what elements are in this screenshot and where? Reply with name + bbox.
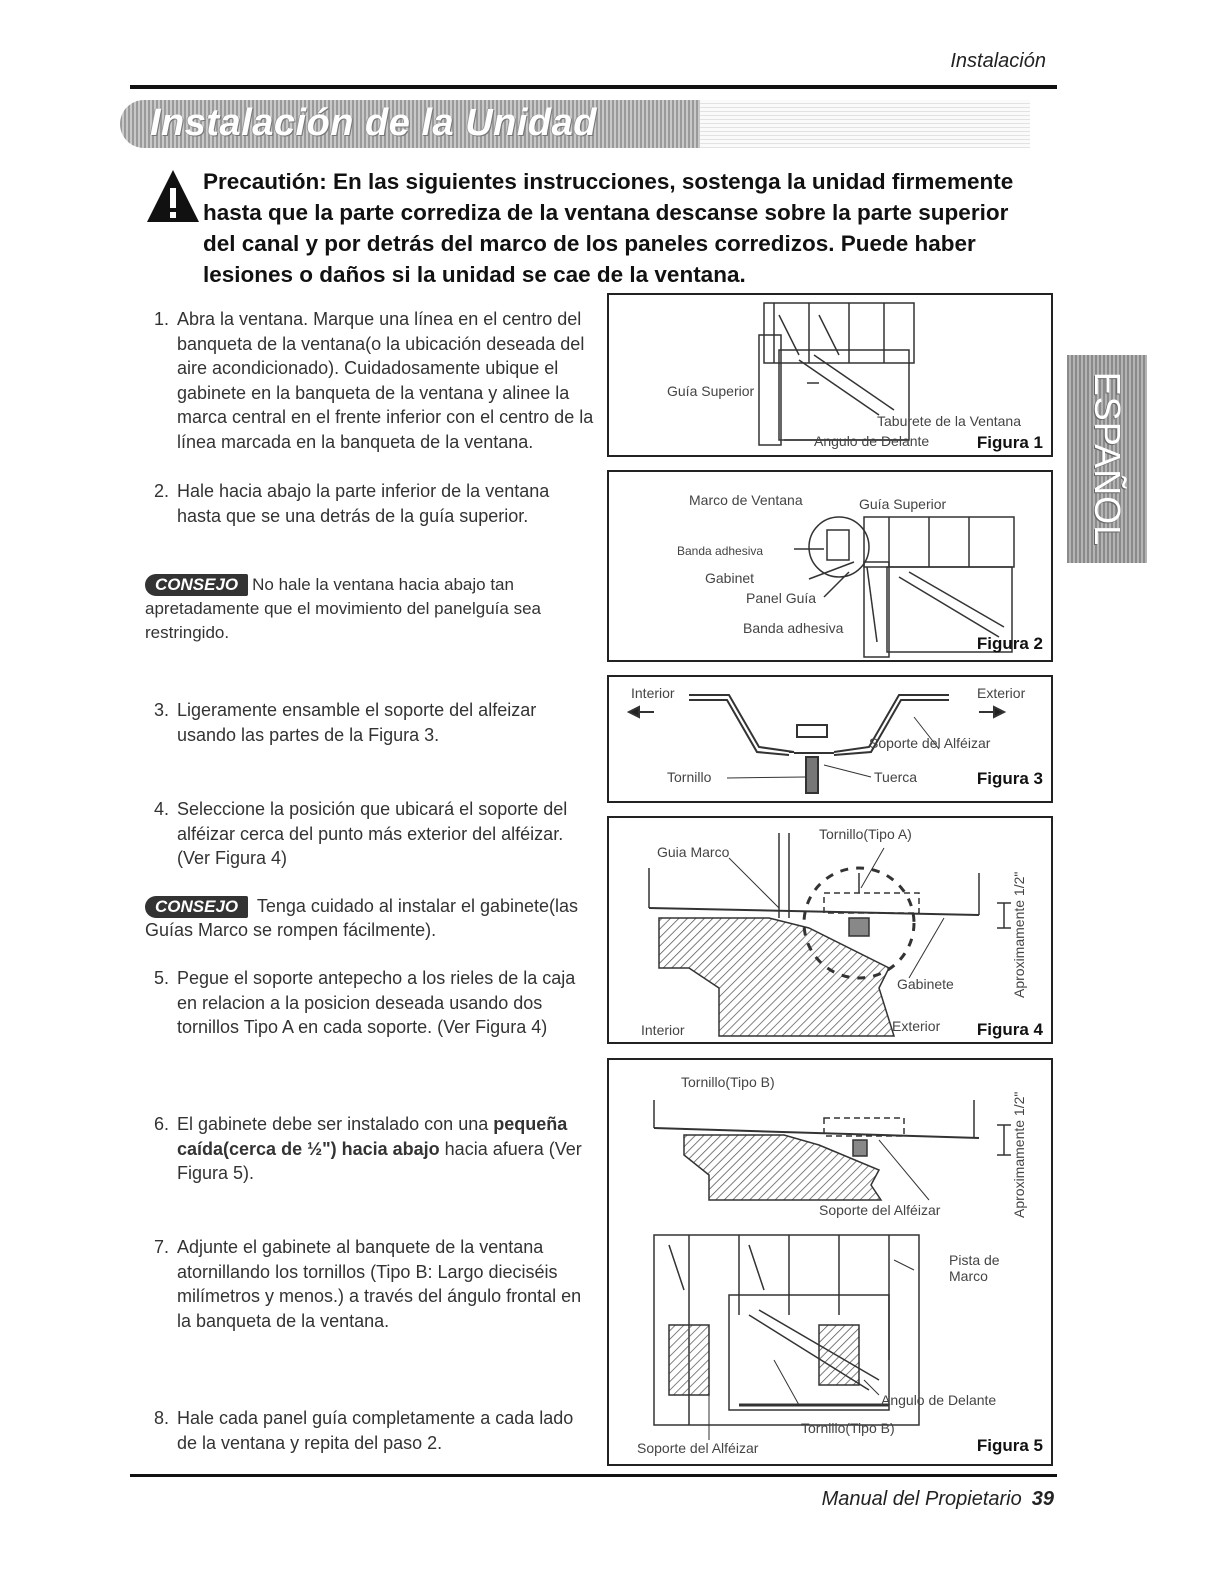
- language-tab-label-wrap: [1067, 355, 1147, 563]
- bottom-divider: [130, 1474, 1057, 1477]
- step-text: [177, 1112, 594, 1186]
- tip-1: [145, 573, 590, 645]
- tip-text: Tenga cuidado al instalar el gabinete(las Guías Marco se rompen fácilmente).: [145, 896, 579, 940]
- tip-text: No hale la ventana hacia abajo tan apretadamente que el movimiento del panelguía sea restringido.: [145, 575, 541, 642]
- step-text: Ligeramente ensamble el soporte del alfeizar usando las partes de la Figura 3.: [177, 700, 537, 745]
- fig2-label-top-guide: Guía Superior: [859, 496, 947, 512]
- page-footer: [822, 1488, 1054, 1511]
- fig2-label-adhesive-2: Banda adhesiva: [743, 620, 844, 636]
- fig5-caption: Figura 5: [976, 1436, 1043, 1455]
- tip-badge: CONSEJO: [145, 574, 248, 596]
- step-7: [154, 1235, 594, 1333]
- step-text: Hale hacia abajo la parte inferior de la ventana hasta que se una detrás de la guía superior.: [177, 481, 550, 526]
- step-number: 7.: [154, 1237, 170, 1257]
- language-tab-label: ESPAÑOL: [1087, 371, 1128, 547]
- fig5-label-front-angle: Angulo de Delante: [881, 1392, 997, 1408]
- step-number: 6.: [154, 1114, 170, 1134]
- figure-1: [607, 293, 1053, 457]
- fig3-label-exterior: Exterior: [977, 685, 1026, 701]
- step-text: Abra la ventana. Marque una línea en el centro del banqueta de la ventana(o la ubicación deseada del aire acondicionado). Cuidadosamente ubique el gabinete en la banqueta de la ventana y alinee la marca central en el frente inferior con el centro de la línea marcada en la banqueta de la ventana.: [177, 309, 594, 452]
- step-text-pre: El gabinete debe ser instalado con una: [177, 1114, 494, 1134]
- fig3-label-interior: Interior: [631, 685, 675, 701]
- fig3-caption: Figura 3: [976, 769, 1043, 788]
- step-number: 5.: [154, 968, 170, 988]
- step-5: [154, 966, 594, 1040]
- fig5-label-screw-b-top: Tornillo(Tipo B): [681, 1074, 775, 1090]
- step-number: 8.: [154, 1408, 170, 1428]
- step-text-bold: pequeña caída(cerca de ½") hacia abajo: [177, 1114, 568, 1159]
- fig1-label-front-angle: Angulo de Delante: [814, 433, 930, 449]
- fig2-caption: Figura 2: [976, 634, 1043, 653]
- step-3: [154, 698, 594, 747]
- step-text: Pegue el soporte antepecho a los rieles de la caja en relacion a la posicion deseada usando dos tornillos Tipo A en cada soporte. (Ver Figura 4): [177, 968, 576, 1037]
- fig4-caption: Figura 4: [976, 1020, 1043, 1039]
- fig4-label-screw-a: Tornillo(Tipo A): [819, 826, 912, 842]
- figure-4: [607, 816, 1053, 1044]
- fig5-label-frame-track: Pista de Marco: [949, 1252, 1000, 1284]
- page-number: 39: [1031, 1488, 1054, 1510]
- title-banner-fade: [700, 100, 1030, 148]
- step-4: [154, 797, 594, 871]
- step-text: Hale cada panel guía completamente a cada lado de la ventana y repita del paso 2.: [177, 1408, 574, 1453]
- step-1: [154, 307, 594, 454]
- step-text: Seleccione la posición que ubicará el soporte del alféizar cerca del punto más exterior del alféizar.(Ver Figura 4): [177, 799, 568, 868]
- top-divider: [130, 85, 1057, 89]
- step-2: [154, 479, 594, 528]
- step-number: 3.: [154, 700, 170, 720]
- warning-icon: [145, 168, 201, 224]
- caution-text: Precautión: En las siguientes instrucciones, sostenga la unidad firmemente hasta que la parte corrediza de la ventana descanse sobre la parte superior del canal y por detrás del marco de los paneles corredizos. Puede haber lesiones o daños si la unidad se cae de la ventana.: [203, 169, 1014, 287]
- fig3-label-sill-support: Soporte del Alféizar: [869, 735, 991, 751]
- fig4-label-frame-guide: Guia Marco: [657, 844, 730, 860]
- figure-2: [607, 470, 1053, 662]
- fig5-label-approx: Aproximamente 1/2": [1011, 1091, 1027, 1218]
- fig4-label-interior: Interior: [641, 1022, 685, 1038]
- fig4-label-cabinet: Gabinete: [897, 976, 954, 992]
- step-text-post: hacia afuera (Ver Figura 5).: [177, 1138, 582, 1183]
- step-number: 1.: [154, 309, 170, 329]
- figure-5: [607, 1058, 1053, 1466]
- tip-2: [145, 894, 590, 942]
- footer-manual-title: Manual del Propietario: [821, 1488, 1022, 1510]
- fig4-label-approx: Aproximamente 1/2": [1011, 871, 1027, 998]
- step-6: [154, 1112, 594, 1186]
- fig3-label-screw: Tornillo: [667, 769, 712, 785]
- fig3-label-nut: Tuerca: [874, 769, 918, 785]
- step-number: 2.: [154, 481, 170, 501]
- section-header: Instalación: [950, 50, 1046, 72]
- page-title: Instalación de la Unidad: [150, 102, 597, 144]
- fig2-label-adhesive-1: Banda adhesiva: [677, 544, 764, 558]
- fig5-label-sill-support-bottom: Soporte del Alféizar: [637, 1440, 759, 1456]
- fig4-label-exterior: Exterior: [892, 1018, 941, 1034]
- fig2-label-cabinet: Gabinet: [705, 570, 755, 586]
- fig1-label-top-guide: Guía Superior: [667, 383, 755, 399]
- step-8: [154, 1406, 594, 1455]
- fig5-label-sill-support-top: Soporte del Alféizar: [819, 1202, 941, 1218]
- step-number: 4.: [154, 799, 170, 819]
- step-text: Adjunte el gabinete al banquete de la ventana atornillando los tornillos (Tipo B: Largo dieciséis milímetros y menos.) a través del ángulo frontal en la banqueta de la ventana.: [177, 1237, 582, 1331]
- fig2-label-guide-panel: Panel Guía: [746, 590, 817, 606]
- tip-badge: CONSEJO: [145, 896, 248, 918]
- fig5-label-screw-b-bottom: Tornillo(Tipo B): [801, 1420, 895, 1436]
- figure-3: [607, 675, 1053, 803]
- fig1-caption: Figura 1: [976, 433, 1043, 452]
- fig1-label-sill: Taburete de la Ventana: [877, 413, 1022, 429]
- fig2-label-window-frame: Marco de Ventana: [689, 492, 803, 508]
